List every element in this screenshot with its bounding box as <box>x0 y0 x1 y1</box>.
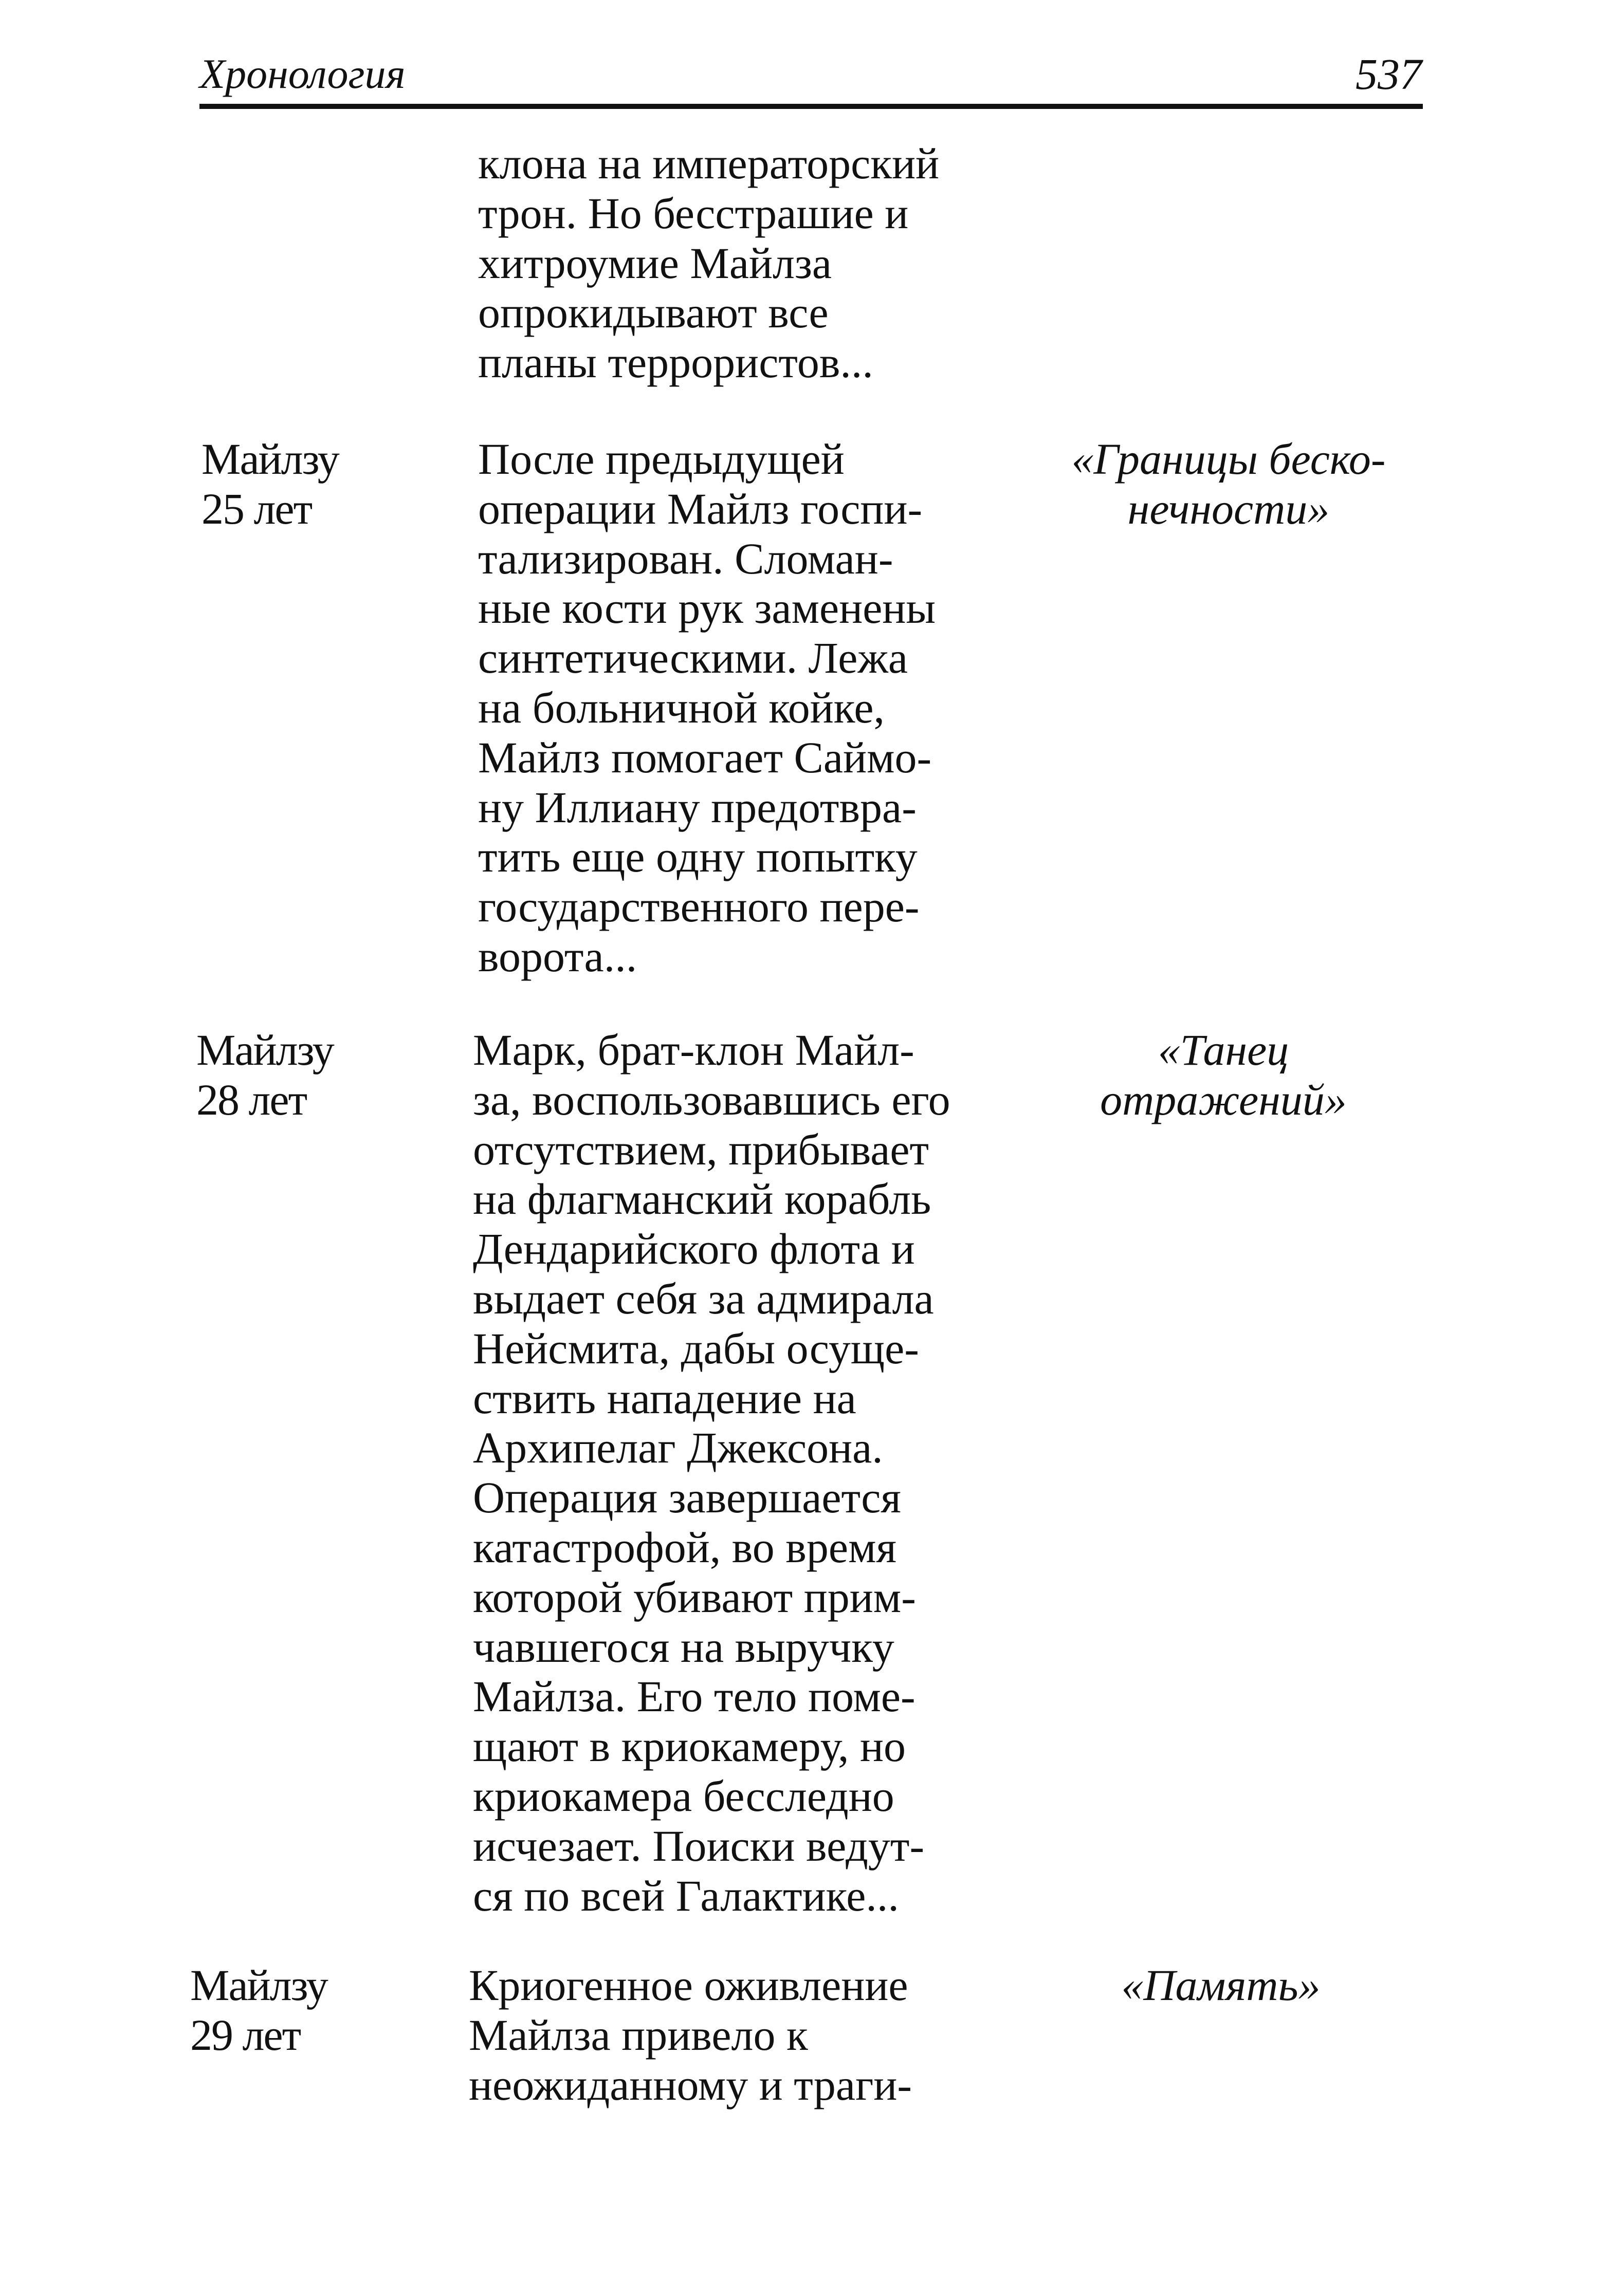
entry-age: Майлзу 28 лет <box>196 1025 334 1124</box>
running-head-title: Хронология <box>199 50 406 97</box>
page-number: 537 <box>1355 49 1422 99</box>
entry-description: клона на императорский трон. Но бесстрашие и хитроумие Майлза опрокидывают все планы террористов... <box>478 139 940 387</box>
header-rule <box>199 104 1423 109</box>
page-header <box>199 49 1422 105</box>
entry-title: «Границы беско- нечности» <box>1071 434 1386 533</box>
entry-description: После предыдущей операции Майлз госпи- тализирован. Сломан- ные кости рук заменены синтетическими. Лежа на больничной койке, Майлз помогает Саймо- ну Иллиану предотвра- тить еще одну попытку государственного пере- ворота... <box>478 434 936 981</box>
entry-description: Криогенное оживление Майлза привело к неожиданному и траги- <box>469 1960 912 2109</box>
entry-age: Майлзу 25 лет <box>202 434 339 533</box>
entry-title: «Память» <box>1121 1960 1321 2010</box>
entry-title: «Танец отражений» <box>1100 1025 1347 1124</box>
entry-age: Майлзу 29 лет <box>190 1960 327 2060</box>
entry-description: Марк, брат-клон Майл- за, воспользовавшись его отсутствием, прибывает на флагманский корабль Дендарийского флота и выдает себя за адмирала Нейсмита, дабы осуще- ствить нападение на Архипелаг Джексона. Операция завершается катастрофой, во время которой убивают прим- чавшегося на выручку Майлза. Его тело поме- щают в криокамеру, но криокамера бесследно исчезает. Поиски ведут- ся по всей Галактике... <box>473 1025 950 1920</box>
